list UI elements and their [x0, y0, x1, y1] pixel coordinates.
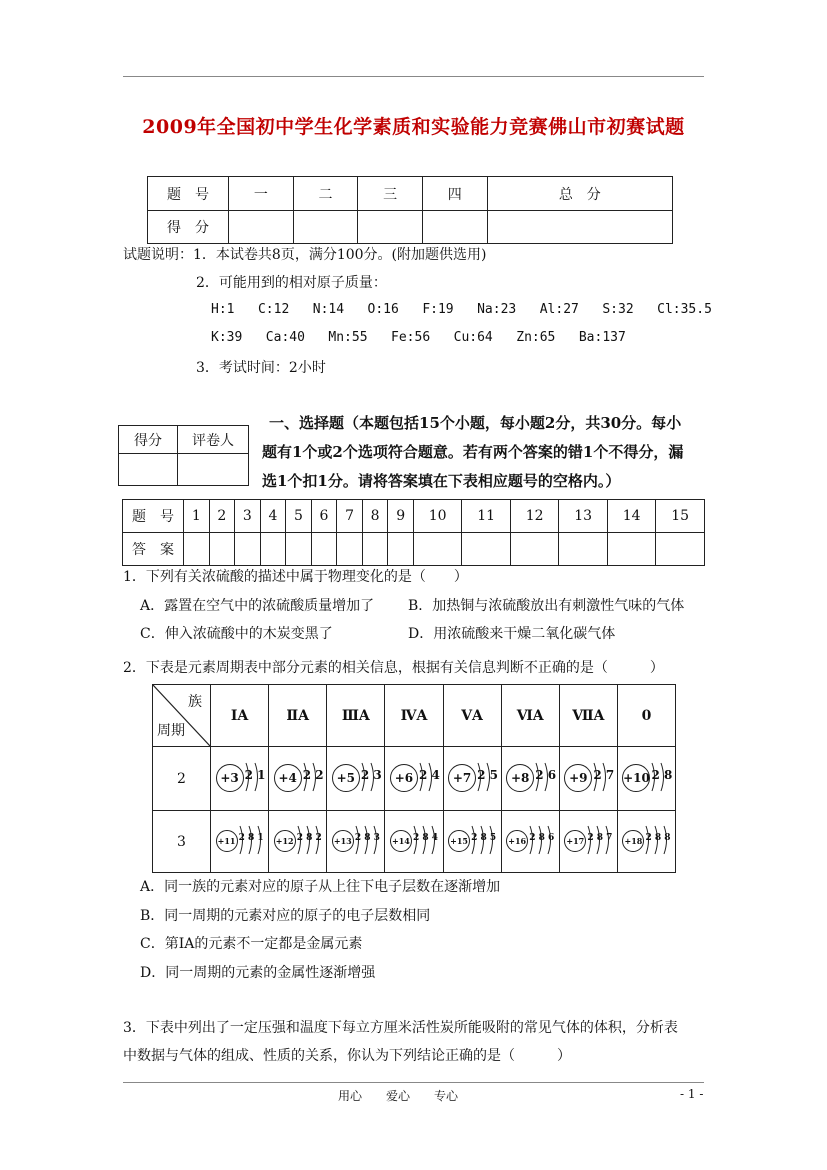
group-header: 0	[617, 685, 675, 747]
atom-diagram	[562, 818, 614, 862]
atomic-masses-2: K:39 Ca:40 Mn:55 Fe:56 Cu:64 Zn:65 Ba:137	[211, 330, 626, 345]
atom-structure-cell	[617, 747, 675, 811]
atom-diagram	[330, 818, 382, 862]
electron-shells: 2 3	[360, 767, 382, 782]
electron-shells: 2 2	[302, 767, 324, 782]
period-label: 3	[153, 811, 211, 873]
question-number: 10	[413, 500, 461, 533]
nucleus: +9	[564, 764, 592, 792]
score-header-cell: 题 号	[148, 177, 229, 211]
grader-score-cell[interactable]	[119, 454, 178, 486]
question-number: 2	[209, 500, 235, 533]
instructions-line2: 2．可能用到的相对原子质量：	[196, 275, 387, 291]
instructions-line1: 试题说明：1．本试卷共8页，满分100分。(附加题供选用)	[123, 247, 487, 263]
q2-option-b: B．同一周期的元素对应的原子的电子层数相同	[140, 908, 431, 924]
nucleus: +5	[332, 764, 360, 792]
q3-line2: 中数据与气体的组成、性质的关系，你认为下列结论正确的是（ ）	[123, 1048, 571, 1064]
answer-cell[interactable]	[413, 533, 461, 566]
electron-shells: 2 8 1	[238, 832, 264, 843]
score-cell[interactable]	[487, 211, 672, 244]
atom-diagram	[330, 755, 382, 799]
header-rule	[123, 76, 704, 77]
section1-line2: 题有1个或2个选项符合题意。若有两个答案的错1个不得分，漏	[262, 443, 684, 461]
group-header: ⅤA	[443, 685, 501, 747]
atom-diagram	[388, 755, 440, 799]
page-number: - 1 -	[680, 1087, 704, 1101]
atom-structure-cell	[559, 747, 617, 811]
question-number: 8	[362, 500, 388, 533]
question-number: 7	[337, 500, 363, 533]
answer-cell[interactable]	[510, 533, 558, 566]
score-header-cell: 总 分	[487, 177, 672, 211]
nucleus: +4	[274, 764, 302, 792]
q2-option-d: D．同一周期的元素的金属性逐渐增强	[140, 965, 376, 981]
corner-group-label: 族	[188, 694, 202, 710]
answer-cell[interactable]	[462, 533, 510, 566]
score-header-cell: 一	[229, 177, 294, 211]
q1-stem: 1．下列有关浓硫酸的描述中属于物理变化的是（ ）	[123, 569, 468, 585]
grader-name-cell[interactable]	[178, 454, 249, 486]
atom-structure-cell	[443, 747, 501, 811]
atom-diagram	[620, 818, 672, 862]
atom-structure-cell	[501, 747, 559, 811]
nucleus: +15	[448, 830, 470, 852]
nucleus: +10	[622, 764, 650, 792]
atom-structure-cell	[327, 811, 385, 873]
corner-cell	[153, 685, 211, 747]
answer-cell[interactable]	[184, 533, 210, 566]
electron-shells: 2 8 5	[471, 832, 497, 843]
nucleus: +8	[506, 764, 534, 792]
atom-diagram	[446, 818, 498, 862]
corner-period-label: 周期	[157, 723, 185, 739]
score-header-cell: 三	[358, 177, 423, 211]
nucleus: +13	[332, 830, 354, 852]
nucleus: +18	[622, 830, 644, 852]
nucleus: +6	[390, 764, 418, 792]
question-number: 6	[311, 500, 337, 533]
atom-diagram	[446, 755, 498, 799]
periodic-table	[152, 684, 676, 873]
group-header: ⅠA	[211, 685, 269, 747]
question-number: 15	[656, 500, 705, 533]
atom-structure-cell	[559, 811, 617, 873]
score-header-cell: 四	[422, 177, 487, 211]
atom-diagram	[214, 818, 266, 862]
score-cell[interactable]	[358, 211, 423, 244]
q2-option-c: C．第ⅠA的元素不一定都是金属元素	[140, 936, 363, 952]
atom-structure-cell	[211, 811, 269, 873]
atom-structure-cell	[385, 747, 443, 811]
electron-shells: 2 7	[593, 767, 615, 782]
electron-shells: 2 8 7	[587, 832, 613, 843]
instructions-line3: 3．考试时间：2小时	[196, 360, 326, 376]
nucleus: +7	[448, 764, 476, 792]
electron-shells: 2 8	[651, 767, 673, 782]
question-number: 13	[559, 500, 607, 533]
grader-box	[118, 425, 249, 486]
electron-shells: 2 8 2	[296, 832, 322, 843]
question-number: 14	[607, 500, 655, 533]
atom-diagram	[620, 755, 672, 799]
question-number: 4	[260, 500, 286, 533]
nucleus: +3	[216, 764, 244, 792]
atom-structure-cell	[269, 811, 327, 873]
answer-cell[interactable]	[235, 533, 261, 566]
atom-diagram	[504, 755, 556, 799]
atom-structure-cell	[269, 747, 327, 811]
electron-shells: 2 8 3	[354, 832, 380, 843]
atom-diagram	[388, 818, 440, 862]
answer-cell[interactable]	[656, 533, 705, 566]
q1-option-d: D．用浓硫酸来干燥二氧化碳气体	[408, 626, 616, 642]
atom-structure-cell	[501, 811, 559, 873]
answer-row1-label: 题 号	[123, 500, 184, 533]
group-header: ⅡA	[269, 685, 327, 747]
question-number: 5	[286, 500, 312, 533]
question-number: 3	[235, 500, 261, 533]
q1-option-c: C．伸入浓硫酸中的木炭变黑了	[140, 626, 333, 642]
grader-score-label: 得分	[119, 426, 178, 454]
q2-option-a: A．同一族的元素对应的原子从上往下电子层数在逐渐增加	[140, 879, 501, 895]
atom-diagram	[272, 755, 324, 799]
score-table	[147, 176, 673, 244]
score-cell[interactable]	[229, 211, 294, 244]
atom-structure-cell	[617, 811, 675, 873]
answer-cell[interactable]	[286, 533, 312, 566]
score-cell[interactable]	[293, 211, 358, 244]
q1-option-a: A．露置在空气中的浓硫酸质量增加了	[140, 598, 375, 614]
question-number: 1	[184, 500, 210, 533]
footer-slogan: 用心 爱心 专心	[338, 1089, 459, 1103]
electron-shells: 2 8 8	[645, 832, 671, 843]
q3-line1: 3．下表中列出了一定压强和温度下每立方厘米活性炭所能吸附的常见气体的体积，分析表	[123, 1020, 678, 1036]
q2-stem: 2．下表是元素周期表中部分元素的相关信息，根据有关信息判断不正确的是（ ）	[123, 660, 664, 676]
answer-cell[interactable]	[209, 533, 235, 566]
period-label: 2	[153, 747, 211, 811]
electron-shells: 2 1	[244, 767, 266, 782]
answer-row2-label: 答 案	[123, 533, 184, 566]
electron-shells: 2 6	[535, 767, 557, 782]
score-row-label: 得 分	[148, 211, 229, 244]
page-title: 2009年全国初中学生化学素质和实验能力竞赛佛山市初赛试题	[142, 116, 685, 138]
atom-diagram	[272, 818, 324, 862]
answer-cell[interactable]	[559, 533, 607, 566]
atom-structure-cell	[443, 811, 501, 873]
atom-diagram	[504, 818, 556, 862]
electron-shells: 2 8 4	[412, 832, 438, 843]
question-number: 12	[510, 500, 558, 533]
group-header: ⅦA	[559, 685, 617, 747]
electron-shells: 2 8 6	[529, 832, 555, 843]
section1-line3: 选1个扣1分。请将答案填在下表相应题号的空格内。）	[262, 472, 621, 490]
question-number: 11	[462, 500, 510, 533]
atom-diagram	[214, 755, 266, 799]
nucleus: +16	[506, 830, 528, 852]
section1-line1: 一、选择题（本题包括15个小题，每小题2分，共30分。每小	[269, 414, 682, 432]
answer-cell[interactable]	[260, 533, 286, 566]
atom-diagram	[562, 755, 614, 799]
electron-shells: 2 5	[477, 767, 498, 782]
answer-cell[interactable]	[311, 533, 337, 566]
group-header: ⅢA	[327, 685, 385, 747]
q1-option-b: B．加热铜与浓硫酸放出有刺激性气味的气体	[408, 598, 685, 614]
answer-cell[interactable]	[607, 533, 655, 566]
grader-name-label: 评卷人	[178, 426, 249, 454]
nucleus: +14	[390, 830, 412, 852]
group-header: ⅣA	[385, 685, 443, 747]
atom-structure-cell	[211, 747, 269, 811]
atomic-masses-1: H:1 C:12 N:14 O:16 F:19 Na:23 Al:27 S:32 Cl:35.5	[211, 302, 712, 317]
atom-structure-cell	[385, 811, 443, 873]
score-header-cell: 二	[293, 177, 358, 211]
answer-cell[interactable]	[337, 533, 363, 566]
answer-cell[interactable]	[362, 533, 388, 566]
question-number: 9	[388, 500, 414, 533]
nucleus: +17	[564, 830, 586, 852]
answer-table	[122, 499, 705, 566]
group-header: ⅥA	[501, 685, 559, 747]
footer-rule	[123, 1082, 704, 1083]
score-cell[interactable]	[422, 211, 487, 244]
nucleus: +11	[216, 830, 238, 852]
electron-shells: 2 4	[418, 767, 440, 782]
nucleus: +12	[274, 830, 296, 852]
answer-cell[interactable]	[388, 533, 414, 566]
atom-structure-cell	[327, 747, 385, 811]
